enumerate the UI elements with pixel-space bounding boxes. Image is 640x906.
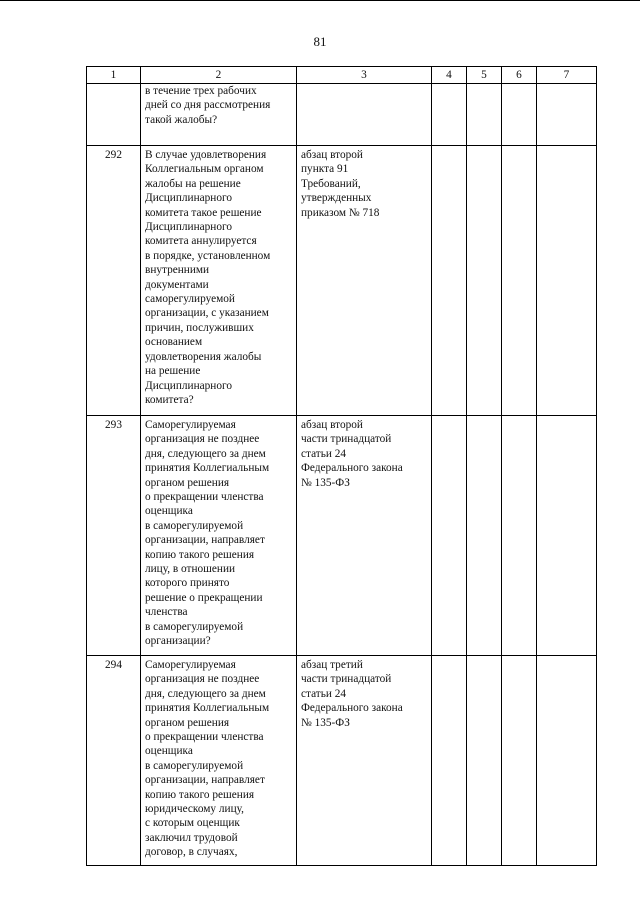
column-number-row xyxy=(87,67,597,84)
column-header-2: 2 xyxy=(141,67,297,84)
row-number: 292 xyxy=(87,146,141,416)
answer-cell-6 xyxy=(502,416,537,656)
column-header-6: 6 xyxy=(502,67,537,84)
column-header-1: 1 xyxy=(87,67,141,84)
question-text: Саморегулируемая организация не позднее дня, следующего за днем принятия Коллегиальным органом решения о прекращении членства оценщика в саморегулируемой организации, направляет копию такого решения лицу, в отношении которого принято решение о прекращении членства в саморегулируемой организации? xyxy=(141,416,297,656)
answer-cell-4 xyxy=(432,416,467,656)
page-number: 81 xyxy=(313,34,327,49)
answer-cell-6 xyxy=(502,84,537,146)
question-text: В случае удовлетворения Коллегиальным органом жалобы на решение Дисциплинарного комитета такое решение Дисциплинарного комитета аннулируется в порядке, установленном внутренними документами саморегулируемой организации, с указанием причин, послуживших основанием удовлетворения жалобы на решение Дисциплинарного комитета? xyxy=(141,146,297,416)
row-number xyxy=(87,84,141,146)
question-text: в течение трех рабочих дней со дня рассмотрения такой жалобы? xyxy=(141,84,297,146)
answer-cell-7 xyxy=(537,146,597,416)
legal-reference: абзац второй части тринадцатой статьи 24 Федерального закона № 135-ФЗ xyxy=(297,416,432,656)
column-header-4: 4 xyxy=(432,67,467,84)
answer-cell-5 xyxy=(467,146,502,416)
answer-cell-4 xyxy=(432,146,467,416)
answer-cell-6 xyxy=(502,146,537,416)
answer-cell-5 xyxy=(467,656,502,866)
legal-reference: абзац третий части тринадцатой статьи 24 Федерального закона № 135-ФЗ xyxy=(297,656,432,866)
table-row xyxy=(87,146,597,416)
answer-cell-7 xyxy=(537,416,597,656)
table-row xyxy=(87,656,597,866)
row-number: 294 xyxy=(87,656,141,866)
answer-cell-7 xyxy=(537,84,597,146)
requirements-table xyxy=(86,66,597,866)
table-row xyxy=(87,84,597,146)
page-top-edge-line xyxy=(0,0,640,1)
table-row xyxy=(87,416,597,656)
answer-cell-6 xyxy=(502,656,537,866)
answer-cell-4 xyxy=(432,656,467,866)
column-header-5: 5 xyxy=(467,67,502,84)
answer-cell-5 xyxy=(467,84,502,146)
answer-cell-5 xyxy=(467,416,502,656)
legal-reference xyxy=(297,84,432,146)
answer-cell-7 xyxy=(537,656,597,866)
answer-cell-4 xyxy=(432,84,467,146)
row-number: 293 xyxy=(87,416,141,656)
column-header-7: 7 xyxy=(537,67,597,84)
column-header-3: 3 xyxy=(297,67,432,84)
question-text: Саморегулируемая организация не позднее дня, следующего за днем принятия Коллегиальным органом решения о прекращении членства оценщика в саморегулируемой организации, направляет копию такого решения юридическому лицу, с которым оценщик заключил трудовой договор, в случаях, xyxy=(141,656,297,866)
legal-reference: абзац второй пункта 91 Требований, утвержденных приказом № 718 xyxy=(297,146,432,416)
